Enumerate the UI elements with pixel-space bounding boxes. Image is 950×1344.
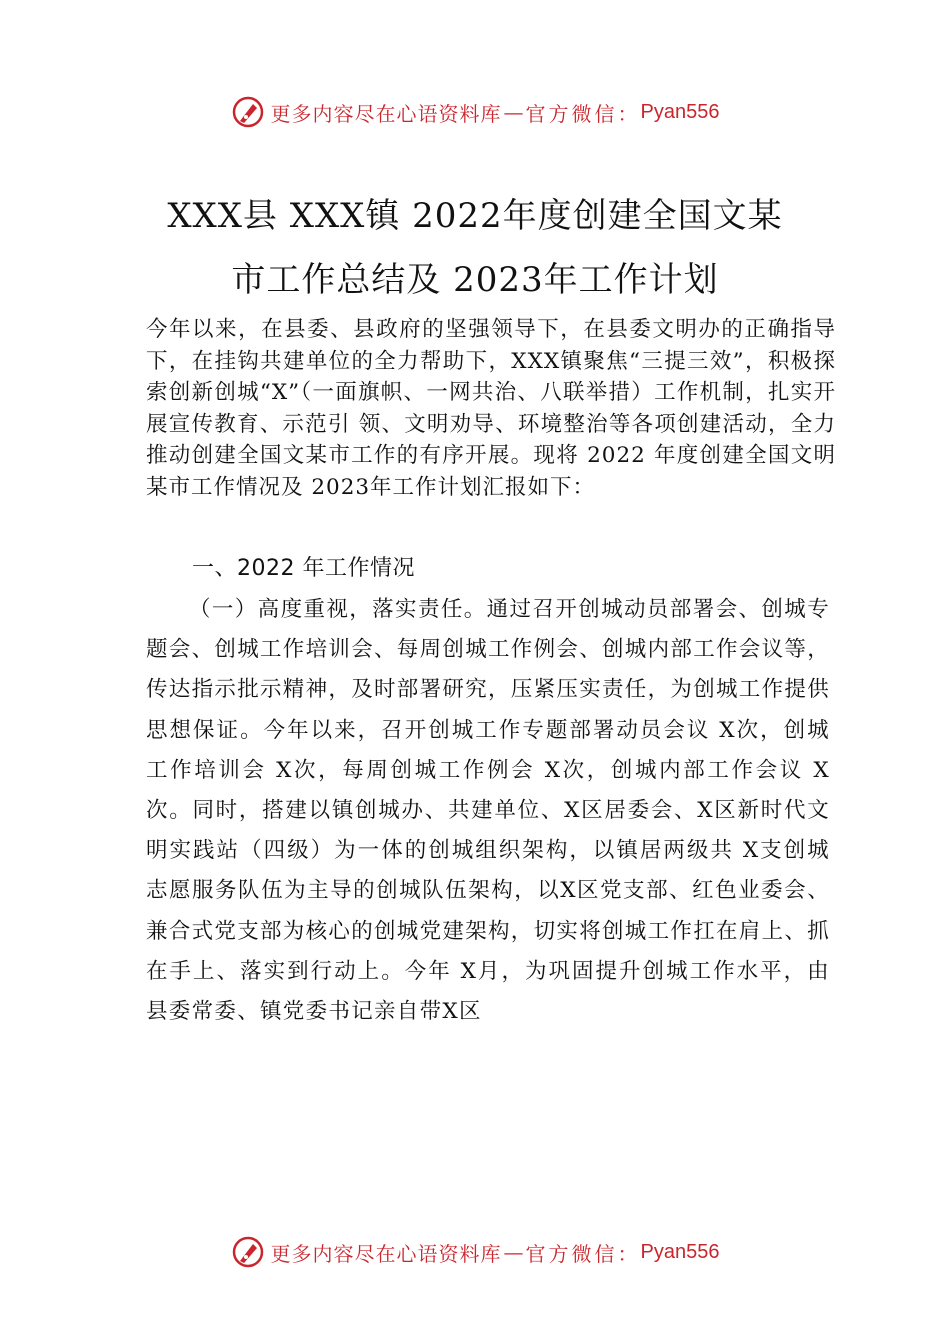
document-title-line-1: XXX县 XXX镇 2022年度创建全国文某: [167, 196, 783, 236]
banner-wechat-label: 官方微信：: [525, 101, 641, 126]
watermark-banner-top: [0, 92, 950, 132]
banner-wechat-id: Pyan556: [640, 1240, 720, 1263]
section-heading-1: 一、2022 年工作情况: [192, 556, 415, 581]
document-title-line-2: 市工作总结及 2023年工作计划: [231, 260, 719, 300]
banner-dash: —: [503, 100, 524, 124]
subsection-title: （一）高度重视，落实责任。: [189, 597, 487, 622]
watermark-banner-bottom: [0, 1232, 950, 1272]
banner-wechat-label: 官方微信：: [525, 1241, 641, 1266]
intro-paragraph: 今年以来，在县委、县政府的坚强领导下，在县委文明办的正确指导下，在挂钩共建单位的全力帮助下，XXX镇聚焦“三提三效”，积极探索创新创城“X”（一面旗帜、一网共治、八联举措）工作机制，扎实开展宣传教育、示范引 领、文明劝导、环境整治等各项创建活动，全力推动创建全国文某市工作的有序开展。现将 2022 年度创建全国文明某市工作情况及 2023年工作计划汇报如下：: [146, 317, 836, 500]
banner-dash: —: [503, 1240, 524, 1264]
banner-text: 更多内容尽在心语资料库: [270, 1241, 502, 1266]
fountain-pen-logo-icon: [231, 1235, 265, 1269]
body-paragraph-1: [146, 590, 830, 1032]
subsection-body: 通过召开创城动员部署会、创城专题会、创城工作培训会、每周创城工作例会、创城内部工作会议等，传达指示批示精神，及时部署研究，压紧压实责任，为创城工作提供思想保证。今年以来，召开创城工作专题部署动员会议 X次，创城工作培训会 X次，每周创城工作例会 X次，创城内部工作会议 X次。同时，搭建以镇创城办、共建单位、X区居委会、X区新时代文明实践站（四级）为一体的创城组织架构，以镇居两级共 X支创城志愿服务队伍为主导的创城队伍架构，以X区党支部、红色业委会、兼合式党支部为核心的创城党建架构，切实将创城工作扛在肩上、抓在手上、落实到行动上。今年 X月，为巩固提升创城工作水平，由县委常委、镇党委书记亲自带X区: [146, 597, 831, 1025]
banner-wechat-id: Pyan556: [640, 100, 720, 123]
banner-text: 更多内容尽在心语资料库: [270, 101, 502, 126]
fountain-pen-logo-icon: [231, 95, 265, 129]
